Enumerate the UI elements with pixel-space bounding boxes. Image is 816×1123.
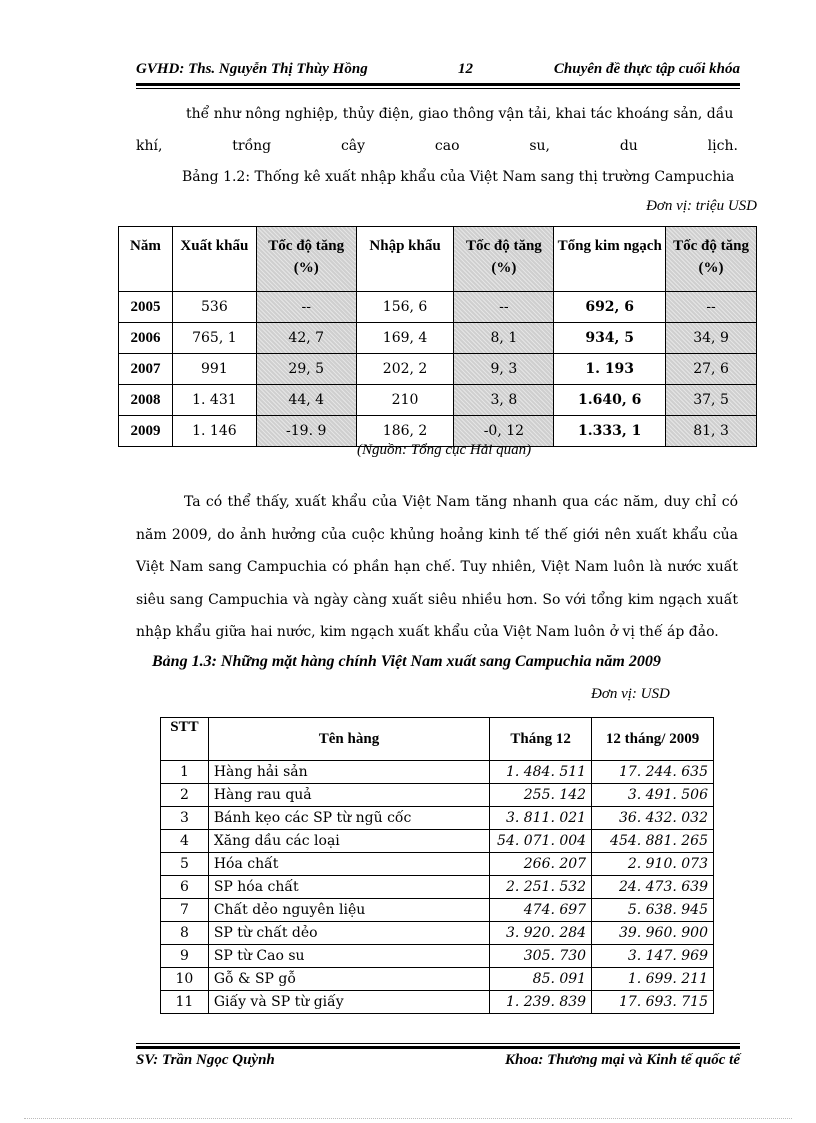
cell: 11 <box>161 991 209 1014</box>
cell: 536 <box>172 292 256 323</box>
table-row <box>161 830 714 853</box>
cell: 8 <box>161 922 209 945</box>
col-header: Tốc độ tăng (%) <box>666 227 757 292</box>
header-rule-thick <box>136 83 740 86</box>
footer-student: SV: Trần Ngọc Quỳnh <box>136 1052 275 1068</box>
word: su, <box>529 138 551 154</box>
cell: 9, 3 <box>454 354 554 385</box>
cell: 7 <box>161 899 209 922</box>
table-row <box>161 945 714 968</box>
para1-line2 <box>136 138 738 154</box>
cell: 44, 4 <box>256 385 356 416</box>
cell: 85. 091 <box>490 968 592 991</box>
para1-line1: thể như nông nghiệp, thủy điện, giao thông vận tải, khai tác khoáng sản, dầu <box>186 106 734 122</box>
cell: 1. 484. 511 <box>490 761 592 784</box>
cell: Hàng hải sản <box>208 761 489 784</box>
cell: 9 <box>161 945 209 968</box>
cell: 1. 699. 211 <box>592 968 714 991</box>
cell: 1 <box>161 761 209 784</box>
cell: 1. 239. 839 <box>490 991 592 1014</box>
word: cao <box>434 138 460 154</box>
cell: 36. 432. 032 <box>592 807 714 830</box>
cell: 5. 638. 945 <box>592 899 714 922</box>
cell: 2 <box>161 784 209 807</box>
col-header: Tốc độ tăng (%) <box>256 227 356 292</box>
table-row <box>161 876 714 899</box>
cell: Hóa chất <box>208 853 489 876</box>
col-header: Tháng 12 <box>490 718 592 761</box>
cell: 81, 3 <box>666 416 757 447</box>
cell: 2. 910. 073 <box>592 853 714 876</box>
cell: Bánh kẹo các SP từ ngũ cốc <box>208 807 489 830</box>
cell: 2006 <box>119 323 173 354</box>
cell: 454. 881. 265 <box>592 830 714 853</box>
cell: 2008 <box>119 385 173 416</box>
footer-rule-thick <box>136 1046 740 1049</box>
cell: 2005 <box>119 292 173 323</box>
cell: 54. 071. 004 <box>490 830 592 853</box>
cell: Gỗ & SP gỗ <box>208 968 489 991</box>
cell: 1. 146 <box>172 416 256 447</box>
cell: 8, 1 <box>454 323 554 354</box>
table-row <box>119 292 757 323</box>
cell: 42, 7 <box>256 323 356 354</box>
cell: 474. 697 <box>490 899 592 922</box>
table-row <box>119 354 757 385</box>
cell: 255. 142 <box>490 784 592 807</box>
cell: 3 <box>161 807 209 830</box>
table-row <box>161 991 714 1014</box>
cell: 2009 <box>119 416 173 447</box>
table-row <box>161 968 714 991</box>
footer-faculty: Khoa: Thương mại và Kinh tế quốc tế <box>505 1052 740 1068</box>
cell: Hàng rau quả <box>208 784 489 807</box>
table2-unit: Đơn vị: USD <box>591 686 670 702</box>
cell: 3. 147. 969 <box>592 945 714 968</box>
cell: 692, 6 <box>554 292 666 323</box>
cell: 202, 2 <box>356 354 454 385</box>
cell: SP từ chất dẻo <box>208 922 489 945</box>
table-row <box>161 807 714 830</box>
cell: 2. 251. 532 <box>490 876 592 899</box>
cell: SP từ Cao su <box>208 945 489 968</box>
table1-unit: Đơn vị: triệu USD <box>646 198 757 214</box>
cell: 37, 5 <box>666 385 757 416</box>
header-supervisor: GVHD: Ths. Nguyễn Thị Thùy Hồng <box>136 61 368 77</box>
col-header: Tốc độ tăng (%) <box>454 227 554 292</box>
cell: 305. 730 <box>490 945 592 968</box>
cell: 29, 5 <box>256 354 356 385</box>
trade-table <box>118 226 757 447</box>
table-row <box>161 784 714 807</box>
col-header: Năm <box>119 227 173 292</box>
cell: 210 <box>356 385 454 416</box>
table-row <box>161 853 714 876</box>
cell: 4 <box>161 830 209 853</box>
cell: 3. 920. 284 <box>490 922 592 945</box>
cell: 39. 960. 900 <box>592 922 714 945</box>
cell: Giấy và SP từ giấy <box>208 991 489 1014</box>
cell: 186, 2 <box>356 416 454 447</box>
analysis-paragraph: Ta có thể thấy, xuất khẩu của Việt Nam tăng nhanh qua các năm, duy chỉ có năm 2009, do ảnh hưởng của cuộc khủng hoảng kinh tế thế giới nên xuất khẩu của Việt Nam sang Campuchia có phần hạn chế. Tuy nhiên, Việt Nam luôn là nước xuất siêu sang Campuchia và ngày càng xuất siêu nhiều hơn. So với tổng kim ngạch xuất nhập khẩu giữa hai nước, kim ngạch xuất khẩu của Việt Nam luôn ở vị thế áp đảo. <box>136 494 738 640</box>
cell: -- <box>256 292 356 323</box>
table-header-row <box>161 718 714 761</box>
cell: SP hóa chất <box>208 876 489 899</box>
table-row <box>161 899 714 922</box>
cell: Xăng dầu các loại <box>208 830 489 853</box>
col-header: Nhập khẩu <box>356 227 454 292</box>
cell: 1. 431 <box>172 385 256 416</box>
col-header: Tổng kim ngạch <box>554 227 666 292</box>
footer-rule-thin <box>136 1043 740 1044</box>
table-row <box>161 761 714 784</box>
word: khí, <box>136 138 163 154</box>
table2-caption: Bảng 1.3: Những mặt hàng chính Việt Nam xuất sang Campuchia năm 2009 <box>152 653 661 670</box>
cell: 17. 244. 635 <box>592 761 714 784</box>
cell: 5 <box>161 853 209 876</box>
table1-caption: Bảng 1.2: Thống kê xuất nhập khẩu của Việt Nam sang thị trường Campuchia <box>182 169 735 185</box>
cell: 765, 1 <box>172 323 256 354</box>
table1-source: (Nguồn: Tổng cục Hải quan) <box>357 442 532 458</box>
cell: 1.640, 6 <box>554 385 666 416</box>
word: trồng <box>232 138 272 154</box>
cell: Chất dẻo nguyên liệu <box>208 899 489 922</box>
header-title: Chuyên đề thực tập cuối khóa <box>553 61 740 77</box>
cell: 3. 811. 021 <box>490 807 592 830</box>
page-header <box>136 58 740 84</box>
cell: -- <box>454 292 554 323</box>
table-row <box>119 323 757 354</box>
word: du <box>619 138 638 154</box>
cell: -0, 12 <box>454 416 554 447</box>
word: cây <box>340 138 366 154</box>
cell: 3, 8 <box>454 385 554 416</box>
cell: -19. 9 <box>256 416 356 447</box>
cell: 1. 193 <box>554 354 666 385</box>
cell: 24. 473. 639 <box>592 876 714 899</box>
cell: 266. 207 <box>490 853 592 876</box>
header-rule-thin <box>136 88 740 89</box>
cell: 3. 491. 506 <box>592 784 714 807</box>
cell: 6 <box>161 876 209 899</box>
cell: -- <box>666 292 757 323</box>
table-header-row <box>119 227 757 292</box>
cell: 991 <box>172 354 256 385</box>
page-edge-line <box>24 1118 792 1119</box>
cell: 17. 693. 715 <box>592 991 714 1014</box>
table-row <box>119 385 757 416</box>
col-header: STT <box>161 718 209 761</box>
col-header: Tên hàng <box>208 718 489 761</box>
export-items-table <box>160 717 714 1014</box>
cell: 34, 9 <box>666 323 757 354</box>
cell: 10 <box>161 968 209 991</box>
table-row <box>161 922 714 945</box>
word: lịch. <box>707 138 738 154</box>
cell: 27, 6 <box>666 354 757 385</box>
cell: 156, 6 <box>356 292 454 323</box>
cell: 2007 <box>119 354 173 385</box>
cell: 934, 5 <box>554 323 666 354</box>
col-header: Xuất khẩu <box>172 227 256 292</box>
col-header: 12 tháng/ 2009 <box>592 718 714 761</box>
cell: 169, 4 <box>356 323 454 354</box>
page-number: 12 <box>458 61 473 77</box>
cell: 1.333, 1 <box>554 416 666 447</box>
